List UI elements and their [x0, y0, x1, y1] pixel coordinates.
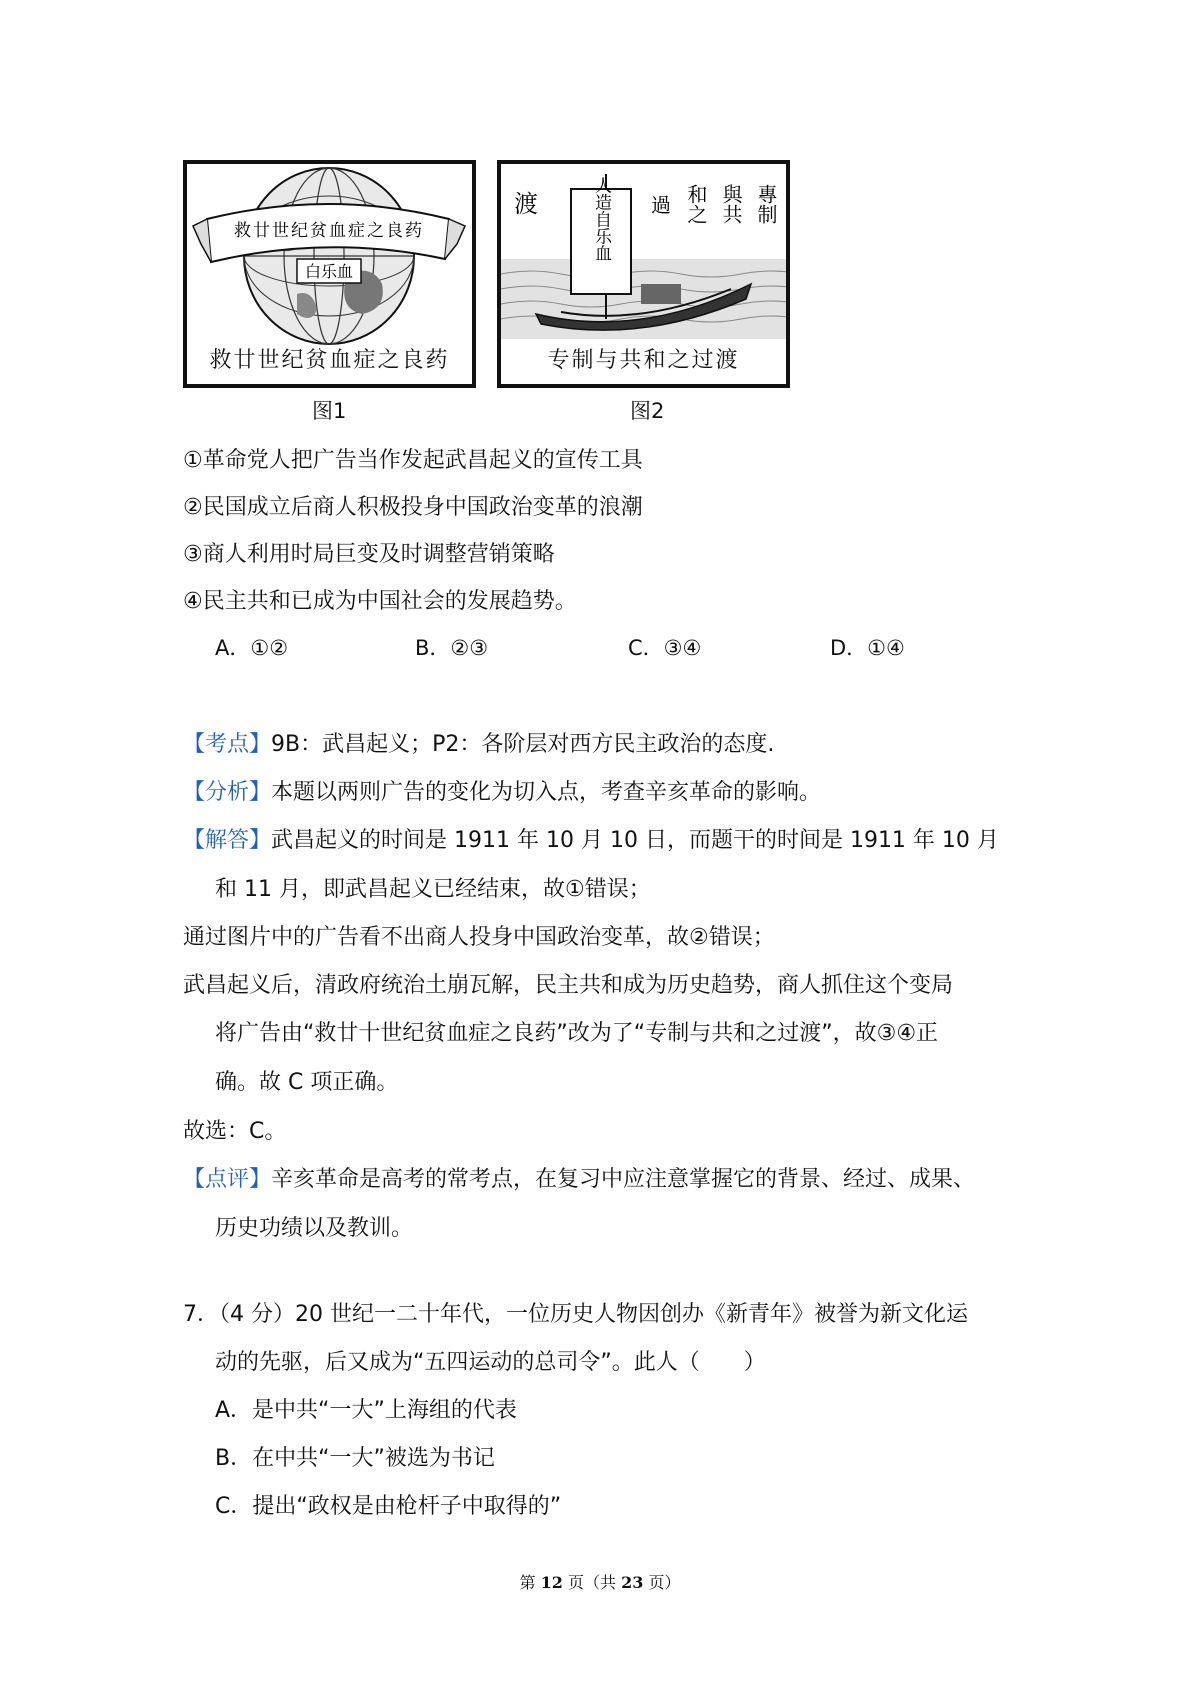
kaodian-tag: 【考点】	[183, 732, 272, 757]
fenxi-text: 本题以两则广告的变化为切入点，考查辛亥革命的影响。	[271, 780, 822, 805]
jieda-line-4: 武昌起义后，清政府统治土崩瓦解，民主共和成为历史趋势，商人抓住这个变局	[183, 973, 954, 998]
question-7-option-a: A．是中共“一大”上海组的代表	[215, 1398, 517, 1423]
jieda-line-1	[183, 823, 999, 854]
dianping-line-2: 历史功绩以及教训。	[215, 1216, 414, 1241]
fenxi-line	[183, 775, 821, 806]
figure-2-advertisement	[497, 160, 790, 388]
figure-2-left-char: 渡	[514, 190, 538, 218]
option-b: B．②③	[415, 636, 489, 660]
question-7-line-1: 7．（4 分）20 世纪一二十年代，一位历史人物因创办《新青年》被誉为新文化运	[183, 1302, 968, 1327]
figure-2-col4: 過	[651, 193, 671, 217]
footer-post: 页）	[648, 1573, 681, 1592]
page-footer	[0, 1570, 1200, 1593]
jieda-text-1: 武昌起义的时间是 1911 年 10 月 10 日，而题干的时间是 1911 年 10 月	[271, 828, 999, 853]
globe-banner-text: 救廿世纪贫血症之良药	[234, 221, 424, 241]
figure-2-caption: 专制与共和之过渡	[547, 348, 740, 373]
figure-2-label: 图2	[630, 399, 665, 423]
answer-line: 故选：C。	[183, 1119, 287, 1144]
statement-4: ④民主共和已成为中国社会的发展趋势。	[183, 589, 577, 614]
option-a: A．①②	[215, 636, 289, 660]
figure-1-advertisement	[183, 160, 476, 388]
globe-center-text: 白乐血	[304, 262, 354, 281]
dianping-text-1: 辛亥革命是高考的常考点，在复习中应注意掌握它的背景、经过、成果、	[271, 1167, 976, 1192]
footer-pre: 第	[519, 1573, 536, 1592]
jieda-line-6: 确。故 C 项正确。	[215, 1070, 399, 1095]
dianping-line-1	[183, 1162, 975, 1193]
jieda-line-3: 通过图片中的广告看不出商人投身中国政治变革，故②错误；	[183, 925, 775, 950]
kaodian-text: 9B：武昌起义；P2：各阶层对西方民主政治的态度.	[271, 732, 775, 757]
statement-1: ①革命党人把广告当作发起武昌起义的宣传工具	[183, 448, 643, 473]
statement-3: ③商人利用时局巨变及时调整营销策略	[183, 542, 555, 567]
sail-text: 人造自乐血	[591, 176, 611, 262]
kaodian-line	[183, 727, 774, 758]
dianping-tag: 【点评】	[183, 1167, 272, 1192]
question-7-line-2: 动的先驱，后又成为“五四运动的总司令”。此人（ ）	[215, 1350, 766, 1375]
jieda-tag: 【解答】	[183, 828, 272, 853]
figure-2-col3: 和之	[684, 184, 708, 224]
option-c: C．③④	[628, 636, 702, 660]
fenxi-tag: 【分析】	[183, 780, 272, 805]
jieda-line-5: 将广告由“救廿十世纪贫血症之良药”改为了“专制与共和之过渡”，故③④正	[215, 1021, 939, 1046]
figure-2-col1: 專制	[754, 184, 778, 224]
jieda-line-2: 和 11 月，即武昌起义已经结束，故①错误；	[215, 877, 651, 902]
figure-2-col2: 與共	[719, 184, 743, 224]
question-7-option-c: C．提出“政权是由枪杆子中取得的”	[215, 1494, 562, 1519]
option-d: D．①④	[830, 636, 905, 660]
footer-mid: 页（共	[567, 1573, 616, 1592]
question-7-option-b: B．在中共“一大”被选为书记	[215, 1446, 495, 1471]
footer-page-number: 12	[540, 1573, 563, 1592]
figure-1-caption: 救廿世纪贫血症之良药	[209, 348, 450, 373]
statement-2: ②民国成立后商人积极投身中国政治变革的浪潮	[183, 495, 643, 520]
figure-1-label: 图1	[312, 399, 347, 423]
footer-total-pages: 23	[621, 1573, 644, 1592]
